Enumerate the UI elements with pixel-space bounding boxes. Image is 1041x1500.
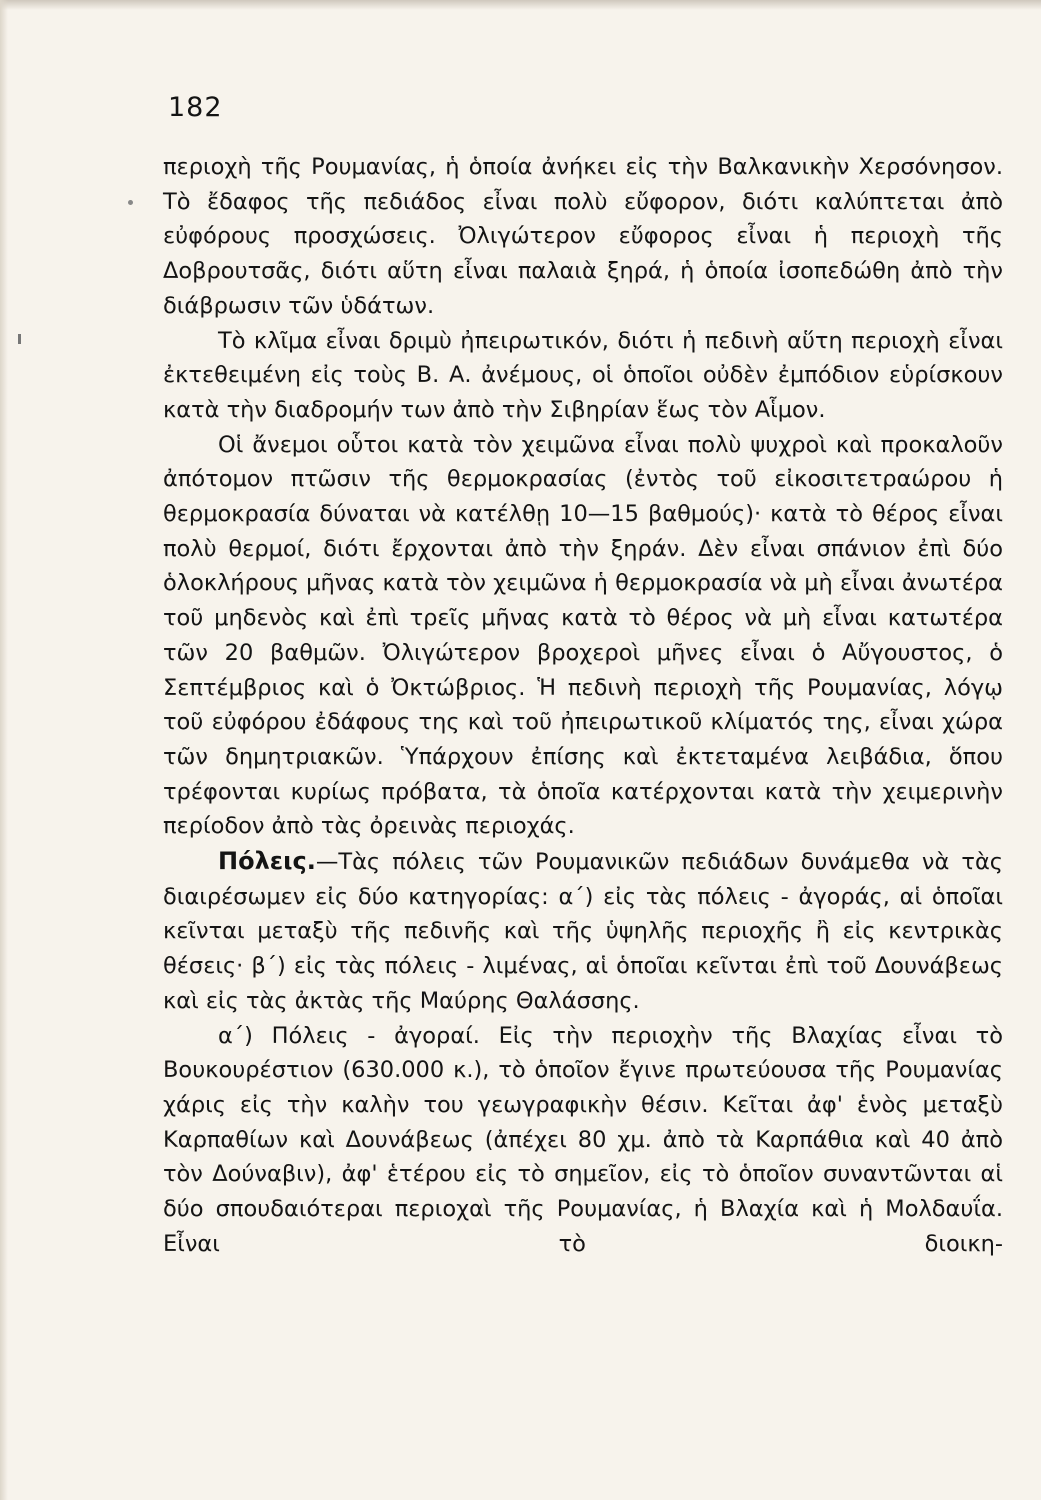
paragraph-cities-text: —Τὰς πόλεις τῶν Ρουμανικῶν πεδιάδων δυνάμεθα νὰ τὰς διαιρέσωμεν εἰς δύο κατηγορίας: α΄) εἰς τὰς πόλεις - ἀγοράς, αἱ ὁποῖαι κεῖνται μεταξὺ τῆς πεδινῆς καὶ τῆς ὑψηλῆς περιοχῆς ἢ εἰς κεντρικὰς θέσεις· β΄) εἰς τὰς πόλεις - λιμένας, αἱ ὁποῖαι κεῖνται ἐπὶ τοῦ Δουνάβεως καὶ εἰς τὰς ἀκτὰς τῆς Μαύρης Θαλάσσης. xyxy=(163,849,1003,1014)
margin-mark xyxy=(18,334,21,344)
paragraph-cities xyxy=(163,844,1003,1019)
paragraph-market-towns: α΄) Πόλεις - ἀγοραί. Εἰς τὴν περιοχὴν τῆς Βλαχίας εἶναι τὸ Βουκουρέστιον (630.000 κ.), τὸ ὁποῖον ἔγινε πρωτεύουσα τῆς Ρουμανίας χάρις εἰς τὴν καλὴν του γεωγραφικὴν θέσιν. Κεῖται ἀφ' ἑνὸς μεταξὺ Καρπαθίων καὶ Δουνάβεως (ἀπέχει 80 χμ. ἀπὸ τὰ Καρπάθια καὶ 40 ἀπὸ τὸν Δούναβιν), ἀφ' ἑτέρου εἰς τὸ σημεῖον, εἰς τὸ ὁποῖον συναντῶνται αἱ δύο σπουδαιότεραι περιοχαὶ τῆς Ρουμανίας, ἡ Βλαχία καὶ ἡ Μολδαυΐα. Εἶναι τὸ διοικη- xyxy=(163,1022,1003,1257)
section-heading-cities: Πόλεις. xyxy=(218,847,316,876)
scan-shadow-top xyxy=(0,0,1041,10)
paragraph-romania-soil: περιοχὴ τῆς Ρουμανίας, ἡ ὁποία ἀνήκει εἰς τὴν Βαλκανικὴν Χερσόνησον. Τὸ ἔδαφος τῆς πεδιάδος εἶναι πολὺ εὔφορον, διότι καλύπτεται ἀπὸ εὐφόρους προσχώσεις. Ὀλιγώτερον εὔφορος εἶναι ἡ περιοχὴ τῆς Δοβρουτσᾶς, διότι αὕτη εἶναι παλαιὰ ξηρά, ἡ ὁποία ἰσοπεδώθη ἀπὸ τὴν διάβρωσιν τῶν ὑδάτων. xyxy=(163,154,1003,319)
body-text xyxy=(163,150,1003,1262)
margin-speck xyxy=(128,200,133,205)
page-number: 182 xyxy=(168,92,223,123)
paragraph-winds: Οἱ ἄνεμοι οὗτοι κατὰ τὸν χειμῶνα εἶναι πολὺ ψυχροὶ καὶ προκαλοῦν ἀπότομον πτῶσιν τῆς θερμοκρασίας (ἐντὸς τοῦ εἰκοσιτετραώρου ἡ θερμοκρασία δύναται νὰ κατέλθῃ 10—15 βαθμούς)· κατὰ τὸ θέρος εἶναι πολὺ θερμοί, διότι ἔρχονται ἀπὸ τὴν ξηράν. Δὲν εἶναι σπάνιον ἐπὶ δύο ὁλοκλήρους μῆνας κατὰ τὸν χειμῶνα ἡ θερμοκρασία νὰ μὴ εἶναι ἀνωτέρα τοῦ μηδενὸς καὶ ἐπὶ τρεῖς μῆνας κατὰ τὸ θέρος νὰ μὴ εἶναι κατωτέρα τῶν 20 βαθμῶν. Ὀλιγώτερον βροχεροὶ μῆνες εἶναι ὁ Αὔγουστος, ὁ Σεπτέμβριος καὶ ὁ Ὀκτώβριος. Ἡ πεδινὴ περιοχὴ τῆς Ρουμανίας, λόγῳ τοῦ εὐφόρου ἐδάφους της καὶ τοῦ ἠπειρωτικοῦ κλίματός της, εἶναι χώρα τῶν δημητριακῶν. Ὑπάρχουν ἐπίσης καὶ ἐκτεταμένα λειβάδια, ὅπου τρέφονται κυρίως πρόβατα, τὰ ὁποῖα κατέρχονται κατὰ τὴν χειμερινὴν περίοδον ἀπὸ τὰς ὀρεινὰς περιοχάς. xyxy=(163,431,1003,840)
scan-shadow-left xyxy=(0,0,8,1500)
paragraph-climate: Τὸ κλῖμα εἶναι δριμὺ ἠπειρωτικόν, διότι ἡ πεδινὴ αὕτη περιοχὴ εἶναι ἐκτεθειμένη εἰς τοὺς Β. Α. ἀνέμους, οἱ ὁποῖοι οὐδὲν ἐμπόδιον εὑρίσκουν κατὰ τὴν διαδρομήν των ἀπὸ τὴν Σιβηρίαν ἕως τὸν Αἷμον. xyxy=(163,327,1003,423)
